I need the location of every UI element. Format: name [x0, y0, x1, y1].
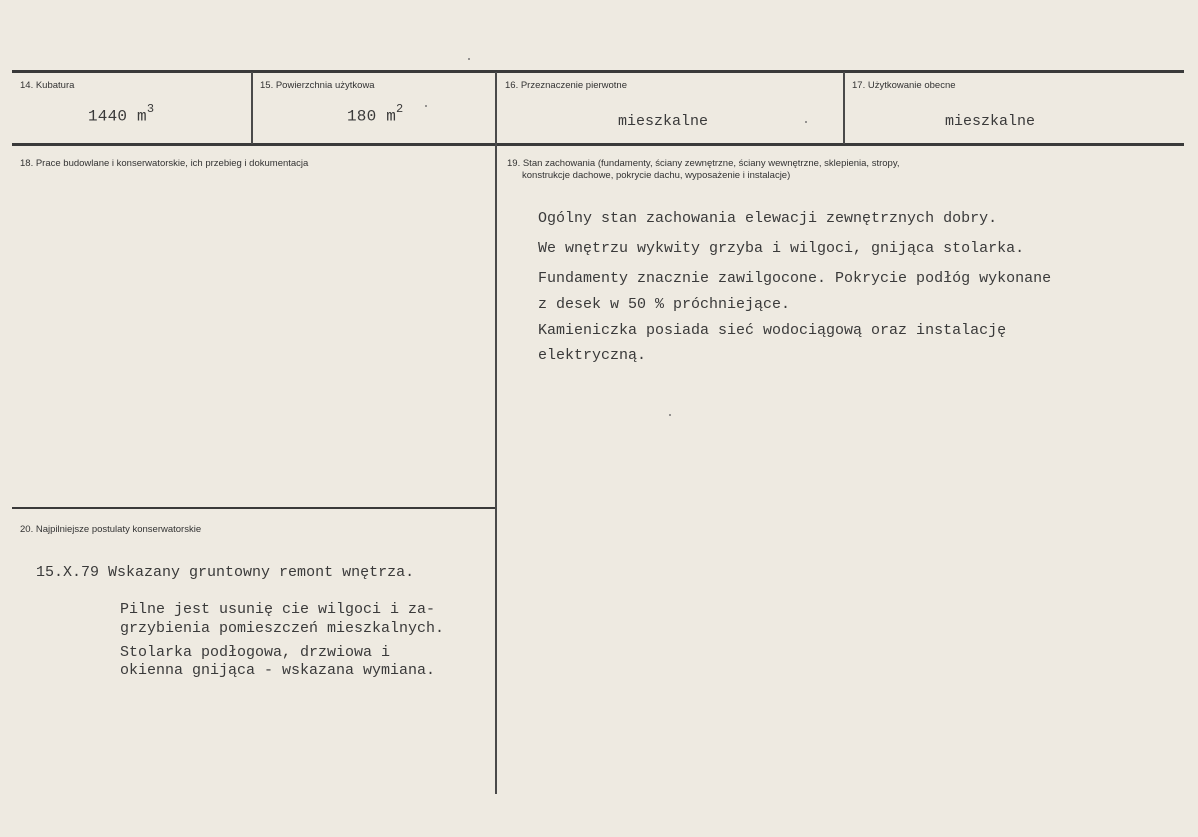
postulate-line: Pilne jest usunię cie wilgoci i za-	[120, 601, 436, 618]
field-17-label: 17. Użytkowanie obecne	[852, 80, 956, 91]
paper-speck	[468, 58, 470, 60]
condition-line: Ogólny stan zachowania elewacji zewnętrznych dobry.	[538, 210, 998, 227]
field-14-label: 14. Kubatura	[20, 80, 75, 91]
field-14-number: 1440 m	[88, 107, 147, 126]
field-20-label: 20. Najpilniejsze postulaty konserwatorskie	[20, 524, 202, 535]
field-15-label: 15. Powierzchnia użytkowa	[260, 80, 375, 91]
section-20-rule	[12, 507, 495, 509]
mid-rule	[12, 143, 1184, 146]
divider-15-16	[495, 72, 497, 794]
condition-line: Fundamenty znacznie zawilgocone. Pokrycie podłóg wykonane	[538, 270, 1052, 287]
field-14-value	[88, 104, 154, 125]
condition-line: Kamieniczka posiada sieć wodociągową oraz instalację	[538, 322, 1007, 339]
paper-speck	[425, 105, 427, 107]
postulate-first-line: Wskazany gruntowny remont wnętrza.	[108, 564, 415, 581]
postulate-date: 15.X.79	[36, 564, 100, 581]
postulate-date-line	[36, 564, 414, 581]
field-17-value: mieszkalne	[945, 113, 1036, 130]
field-15-number: 180 m	[347, 107, 397, 126]
divider-16-17	[843, 72, 845, 144]
paper-speck	[805, 121, 807, 123]
paper-speck	[669, 414, 671, 416]
field-15-exponent: 2	[396, 102, 404, 116]
top-rule	[12, 70, 1184, 73]
postulate-line: Stolarka podłogowa, drzwiowa i	[120, 644, 391, 661]
field-19-label-line-1: 19. Stan zachowania (fundamenty, ściany zewnętrzne, ściany wewnętrzne, sklepienia, stropy,	[507, 158, 900, 169]
condition-line: We wnętrzu wykwity grzyba i wilgoci, gnijąca stolarka.	[538, 240, 1025, 257]
field-15-value	[347, 104, 403, 125]
field-18-label: 18. Prace budowlane i konserwatorskie, ich przebieg i dokumentacja	[20, 158, 309, 169]
condition-line: z desek w 50 % próchniejące.	[538, 296, 791, 313]
field-16-label: 16. Przeznaczenie pierwotne	[505, 80, 627, 91]
postulate-line: grzybienia pomieszczeń mieszkalnych.	[120, 620, 445, 637]
postulate-line: okienna gnijąca - wskazana wymiana.	[120, 662, 436, 679]
field-14-exponent: 3	[146, 102, 155, 116]
divider-14-15	[251, 72, 253, 144]
field-16-value: mieszkalne	[618, 113, 709, 130]
condition-line: elektryczną.	[538, 347, 647, 364]
field-19-label-line-2: konstrukcje dachowe, pokrycie dachu, wyposażenie i instalacje)	[522, 170, 791, 181]
